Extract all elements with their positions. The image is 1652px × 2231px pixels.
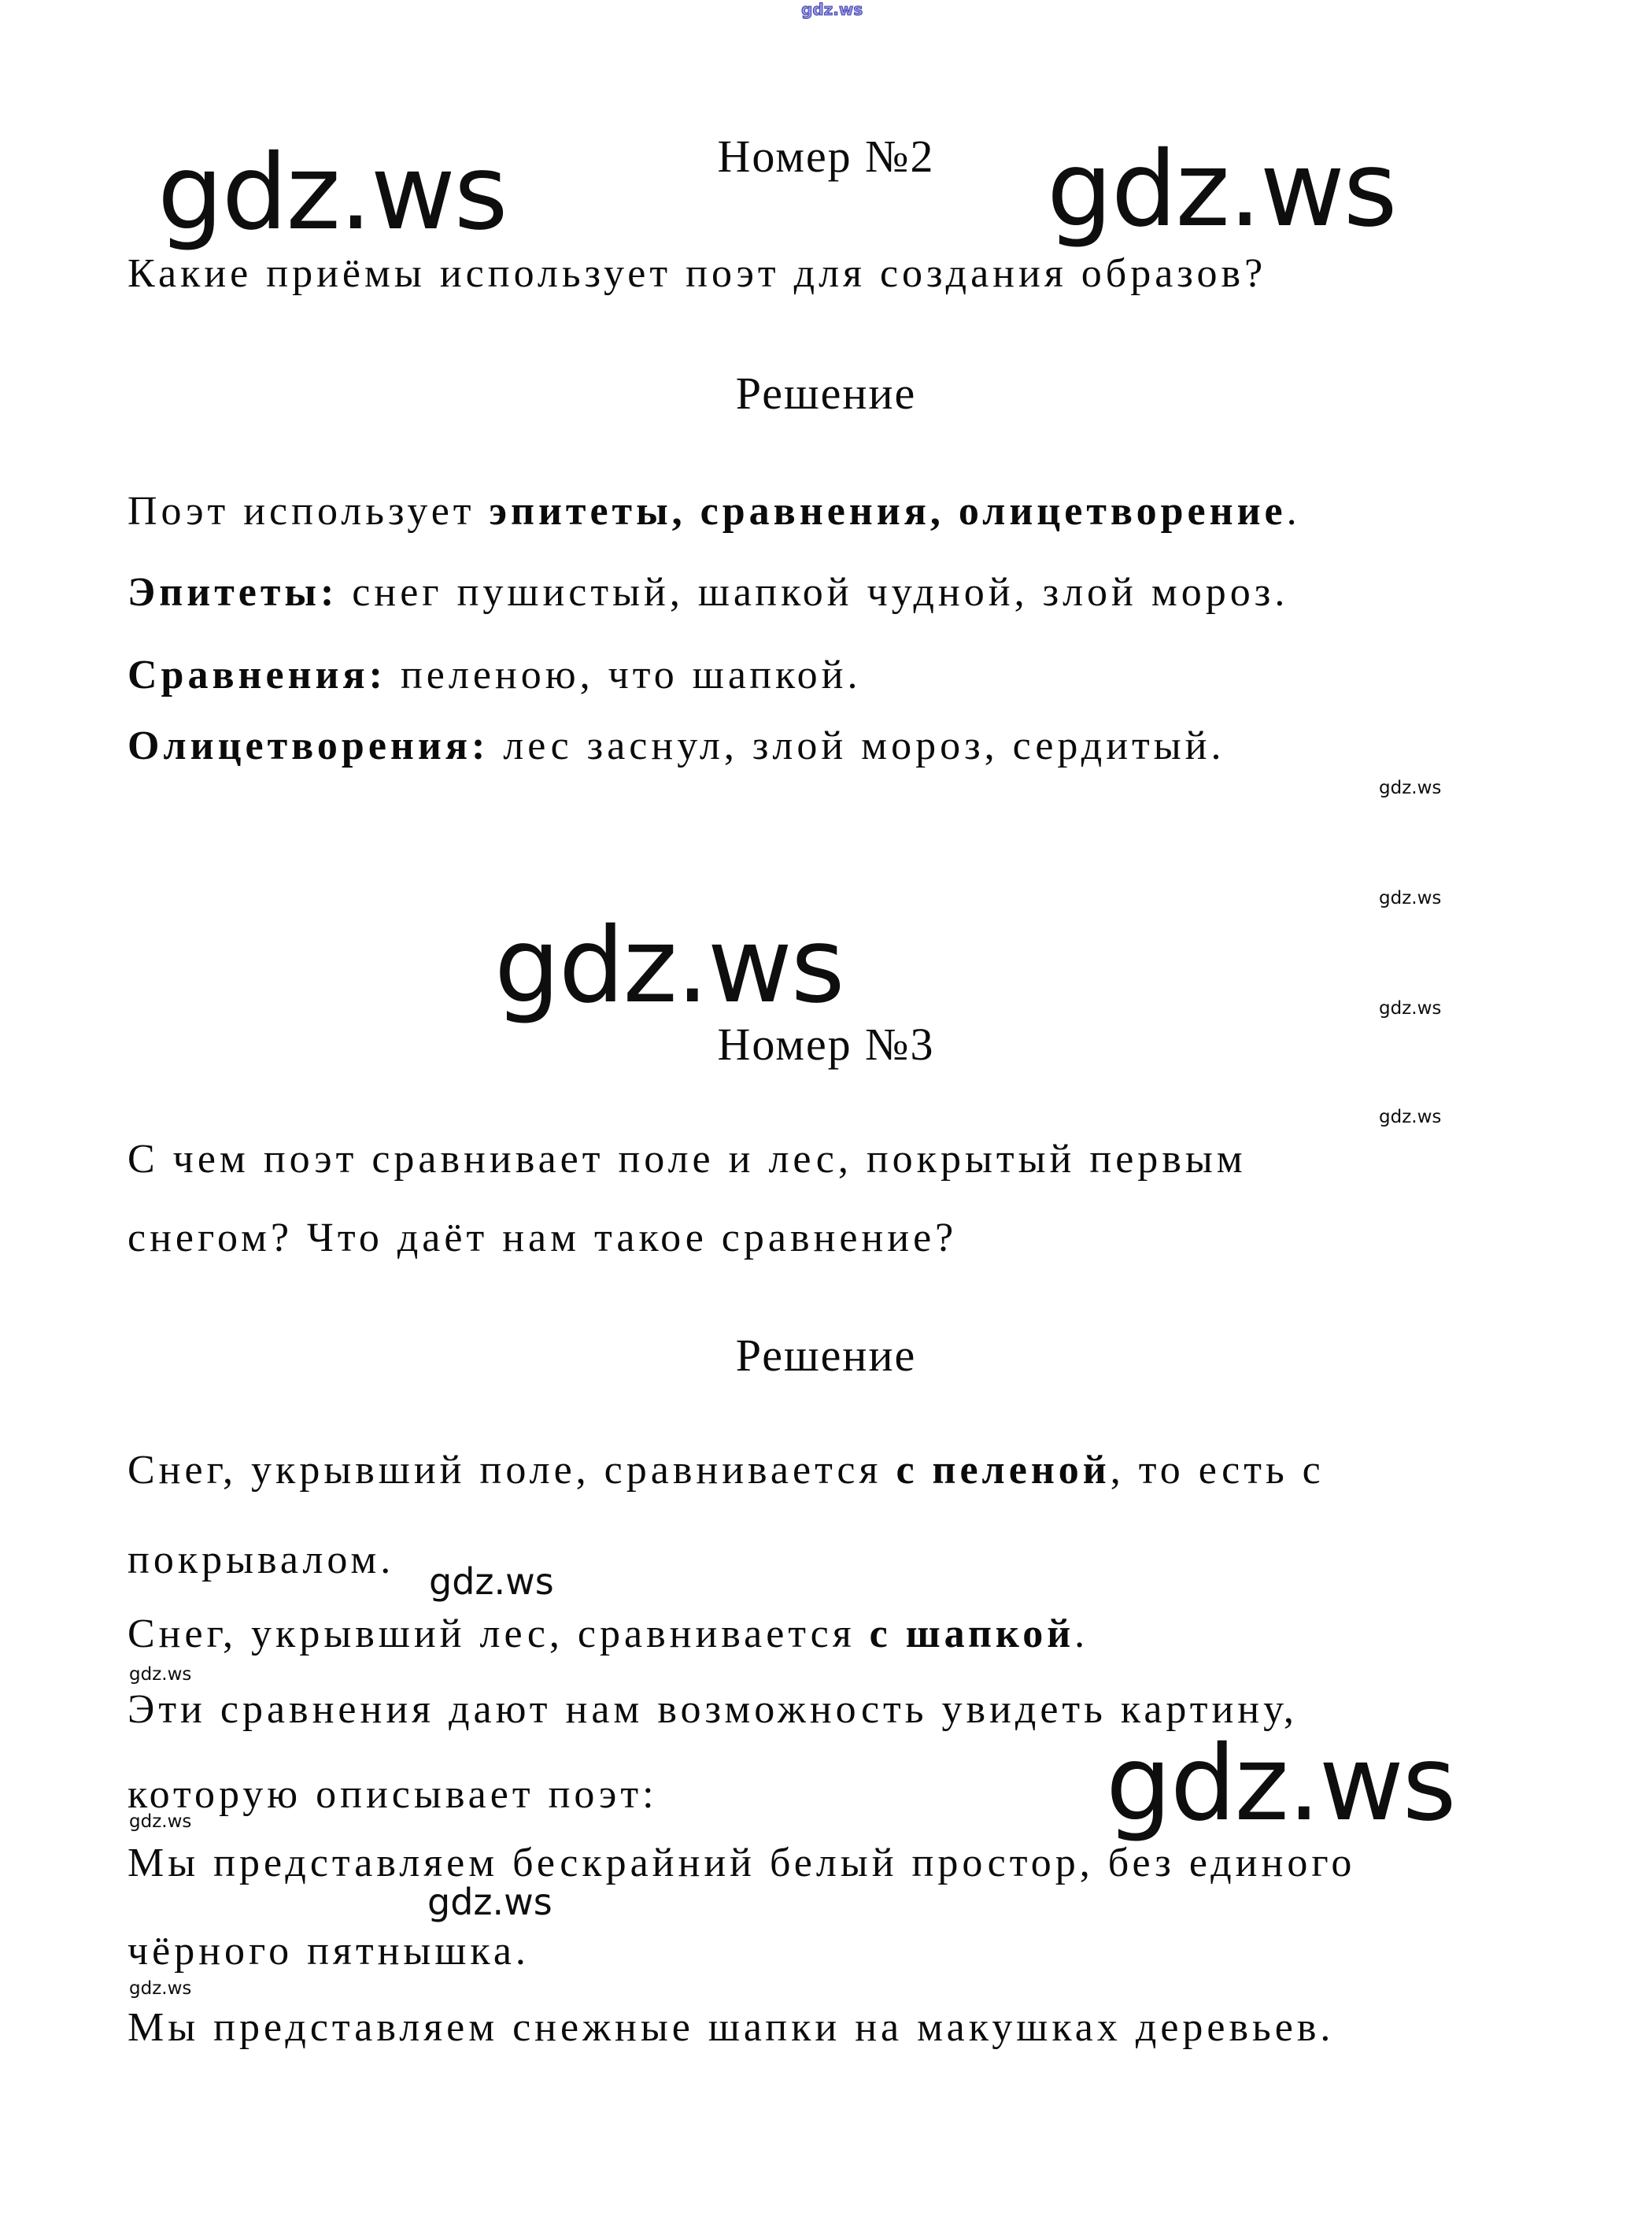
answer-bold: Олицетворения:: [128, 723, 490, 768]
question-3-line-2: снегом? Что даёт нам такое сравнение?: [128, 1215, 958, 1260]
answer-text: чёрного пятнышка.: [128, 1929, 530, 1974]
watermark-medium-2: gdz.ws: [427, 1881, 553, 1923]
answer-text: Снег, укрывший поле, сравнивается: [128, 1448, 896, 1493]
answer-text: , то есть с: [1110, 1448, 1325, 1493]
answer-text: покрывалом.: [128, 1537, 395, 1582]
answer-2-line-2: [128, 568, 1288, 617]
answer-2-line-1: [128, 487, 1301, 536]
answer-3-line-4: [128, 1685, 1298, 1734]
heading-solution-2: Решение: [735, 368, 917, 419]
answer-text: Поэт использует: [128, 489, 490, 534]
heading-solution-3: Решение: [735, 1330, 917, 1381]
watermark-top-blue: gdz.ws: [801, 0, 863, 19]
answer-3-line-5: [128, 1770, 658, 1819]
watermark-small-right-3: gdz.ws: [1379, 998, 1442, 1019]
answer-text: снег пушистый, шапкой чудной, злой мороз.: [338, 570, 1289, 615]
question-2-text: Какие приёмы использует поэт для создания образов?: [128, 251, 1267, 296]
watermark-big-top-left: gdz.ws: [157, 132, 507, 253]
answer-bold: с пеленой: [896, 1448, 1111, 1493]
answer-bold: Сравнения:: [128, 653, 386, 697]
answer-3-line-6: [128, 1839, 1355, 1888]
answer-3-line-3: [128, 1610, 1088, 1659]
watermark-big-bottom-right: gdz.ws: [1106, 1723, 1455, 1844]
answer-2-line-4: [128, 722, 1225, 771]
answer-text: Снег, укрывший лес, сравнивается: [128, 1611, 870, 1656]
answer-text: Мы представляем снежные шапки на макушках деревьев.: [128, 2005, 1335, 2050]
question-3-line-1: С чем поэт сравнивает поле и лес, покрытый первым: [128, 1137, 1247, 1182]
answer-text: лес заснул, злой мороз, сердитый.: [489, 723, 1225, 768]
answer-text: Эти сравнения дают нам возможность увидеть картину,: [128, 1687, 1298, 1732]
watermark-small-right-1: gdz.ws: [1379, 778, 1442, 798]
answer-text: .: [1286, 489, 1301, 534]
answer-bold: эпитеты, сравнения, олицетворение: [489, 489, 1287, 534]
answer-text: Мы представляем бескрайний белый простор, без единого: [128, 1841, 1356, 1885]
heading-number-3: Номер №3: [717, 1019, 935, 1070]
watermark-small-right-4: gdz.ws: [1379, 1107, 1442, 1127]
answer-bold: Эпитеты:: [128, 570, 338, 615]
answer-text: которую описывает поэт:: [128, 1772, 658, 1817]
answer-3-line-7: [128, 1927, 530, 1976]
answer-3-line-1: [128, 1446, 1325, 1495]
watermark-big-top-right: gdz.ws: [1047, 129, 1396, 250]
answer-bold: с шапкой: [869, 1611, 1075, 1656]
answer-2-line-3: [128, 651, 862, 700]
watermark-small-left-3: gdz.ws: [129, 1978, 192, 1999]
answer-text: .: [1074, 1611, 1089, 1656]
watermark-small-left-1: gdz.ws: [129, 1664, 192, 1685]
watermark-big-center: gdz.ws: [494, 905, 844, 1027]
watermark-small-right-2: gdz.ws: [1379, 888, 1442, 908]
watermark-small-left-2: gdz.ws: [129, 1811, 192, 1832]
heading-number-2: Номер №2: [717, 131, 935, 182]
answer-3-line-8: [128, 2003, 1334, 2052]
answer-text: пеленою, что шапкой.: [386, 653, 862, 697]
watermark-medium-1: gdz.ws: [429, 1560, 554, 1603]
answer-3-line-2: [128, 1536, 394, 1585]
